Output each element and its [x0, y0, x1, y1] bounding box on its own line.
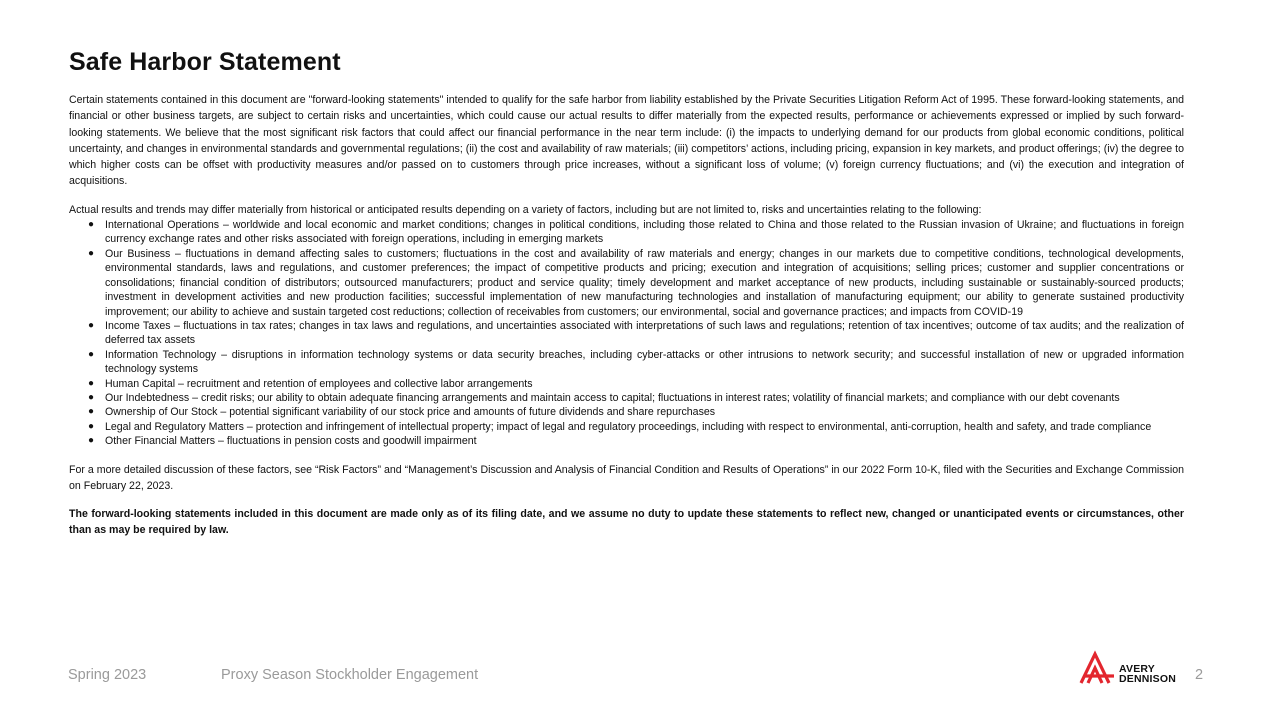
page-title: Safe Harbor Statement — [69, 48, 341, 76]
list-item — [88, 319, 1184, 348]
logo-line-1: AVERY — [1119, 663, 1156, 675]
risk-factor-text: Information Technology – disruptions in information technology systems or data security breaches, including cyber-attacks or other intrusions to network security; and successful installation of new or upgraded information technology systems — [105, 348, 1184, 376]
bullet-icon: ● — [88, 247, 95, 259]
risk-factor-text: Human Capital – recruitment and retention of employees and collective labor arrangements — [105, 377, 533, 390]
disclaimer-paragraph: The forward-looking statements included in this document are made only as of its filing date, and we assume no duty to update these statements to reflect new, changed or unanticipated events or circumstances, other than as may be required by law. — [69, 508, 1184, 537]
list-item — [88, 405, 1184, 419]
bullet-icon: ● — [88, 348, 95, 360]
list-item — [88, 420, 1184, 434]
risk-factor-text: International Operations – worldwide and local economic and market conditions; changes in political conditions, including those related to China and those related to the Russian invasion of Ukraine; and fluctuations in foreign currency exchange rates and other risks associated with foreign operations, including in emerging markets — [105, 219, 1184, 246]
bullet-icon: ● — [88, 420, 95, 432]
footer-season: Spring 2023 — [68, 667, 147, 683]
detailed-discussion-paragraph: For a more detailed discussion of these factors, see “Risk Factors” and “Management’s Discussion and Analysis of Financial Condition and Results of Operations” in our 2022 Form 10-K, filed with the Securities and Exchange Commission on February 22, 2023. — [69, 463, 1184, 492]
risk-factor-list — [69, 218, 1184, 449]
list-item — [88, 434, 1184, 448]
list-item — [88, 218, 1184, 247]
risk-factor-text: Other Financial Matters – fluctuations in pension costs and goodwill impairment — [105, 435, 477, 448]
risk-factor-text: Our Indebtedness – credit risks; our ability to obtain adequate financing arrangements and maintain access to capital; fluctuations in interest rates; volatility of financial markets; and compliance with our debt covenants — [105, 391, 1120, 404]
risk-factor-text: Income Taxes – fluctuations in tax rates; changes in tax laws and regulations, and uncertainties associated with interpretations of such laws and regulations; retention of tax incentives; outcome of tax audits; and the realization of deferred tax assets — [105, 319, 1184, 347]
logo-wordmark — [1119, 664, 1176, 684]
statement-body — [69, 92, 1184, 551]
company-logo — [1078, 650, 1188, 686]
risk-factors-lead: Actual results and trends may differ materially from historical or anticipated results depending on a variety of factors, including but are not limited to, risks and uncertainties relating to the following: — [69, 203, 982, 216]
bullet-icon: ● — [88, 219, 95, 231]
avery-dennison-monogram-icon — [1078, 650, 1116, 686]
footer-title: Proxy Season Stockholder Engagement — [221, 667, 479, 683]
risk-factor-text: Ownership of Our Stock – potential significant variability of our stock price and amounts of future dividends and share repurchases — [105, 406, 716, 419]
bullet-icon: ● — [88, 377, 95, 389]
bullet-icon: ● — [88, 391, 95, 403]
logo-line-2: DENNISON — [1119, 673, 1177, 685]
list-item — [88, 247, 1184, 319]
bullet-icon: ● — [88, 435, 95, 447]
risk-factor-text: Our Business – fluctuations in demand affecting sales to customers; fluctuations in the cost and availability of raw materials and energy; changes in our markets due to competitive conditions, technological developments, environmental standards, laws and regulations, and customer preferences; the impact of competitive products and pricing; execution and integration of acquisitions; selling prices; customer and supplier concentrations or consolidations; financial condition of distributors; outsourced manufacturers; product and service quality; timely development and market acceptance of new products, including sustainable or sustainably-sourced products; investment in development activities and new production facilities; successful implementation of new manufacturing technologies and installation of manufacturing equipment; our ability to generate sustained productivity improvement; our ability to achieve and sustain targeted cost reductions; collection of receivables from customers; our environmental, social and governance practices; and impacts from COVID-19 — [105, 247, 1184, 318]
list-item — [88, 377, 1184, 391]
intro-paragraph: Certain statements contained in this document are "forward-looking statements" intended to qualify for the safe harbor from liability established by the Private Securities Litigation Reform Act of 1995. These forward-looking statements, and financial or other business targets, are subject to certain risks and uncertainties, which could cause our actual results to differ materially from the expected results, performance or achievements expressed or implied by such forward-looking statements. We believe that the most significant risk factors that could affect our financial performance in the near term include: (i) the impacts to underlying demand for our products from global economic conditions, political uncertainty, and changes in environmental standards and governmental regulations; (ii) the cost and availability of raw materials; (iii) competitors’ actions, including pricing, expansion in key markets, and product offerings; (iv) the degree to which higher costs can be offset with productivity measures and/or passed on to customers through price increases, without a significant loss of volume; (v) foreign currency fluctuations; and (vi) the execution and integration of acquisitions. — [69, 94, 1184, 188]
page-number: 2 — [1195, 667, 1204, 683]
list-item — [88, 391, 1184, 405]
risk-factor-text: Legal and Regulatory Matters – protection and infringement of intellectual property; impact of legal and regulatory proceedings, including with respect to environmental, anti-corruption, health and safety, and trade compliance — [105, 420, 1152, 433]
bullet-icon: ● — [88, 319, 95, 331]
list-item — [88, 348, 1184, 377]
bullet-icon: ● — [88, 406, 95, 418]
